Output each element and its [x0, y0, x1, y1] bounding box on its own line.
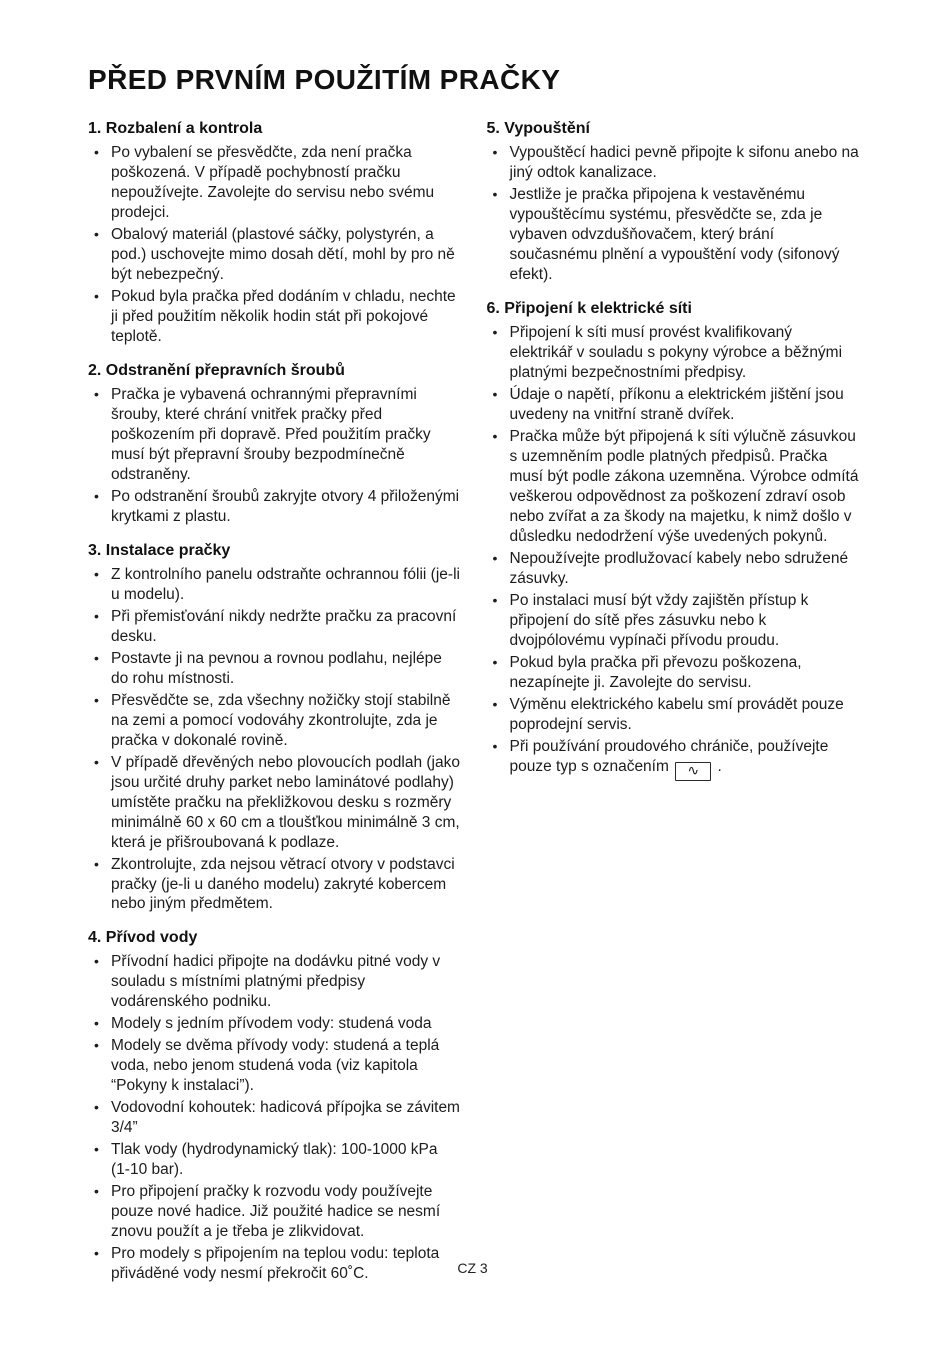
bullet-item: • Postavte ji na pevnou a rovnou podlahu, nejlépe do rohu místnosti.: [88, 649, 461, 689]
rcd-type-symbol-icon: ∿: [675, 762, 711, 781]
bullet-item: • Přesvědčte se, zda všechny nožičky stojí stabilně na zemi a pomocí vodováhy zkontrolujte, zda je pračka v dokonalé rovině.: [88, 691, 461, 751]
bullet-item: • Pro připojení pračky k rozvodu vody používejte pouze nové hadice. Již použité hadice se nesmí znovu použít a je třeba je zlikvidovat.: [88, 1182, 461, 1242]
bullet-item: • Vodovodní kohoutek: hadicová přípojka se závitem 3/4”: [88, 1098, 461, 1138]
bullet-list: [88, 565, 461, 915]
section-heading: 3. Instalace pračky: [88, 541, 231, 559]
bullet-item: • Zkontrolujte, zda nejsou větrací otvory v podstavci pračky (je-li u daného modelu) zakryté kobercem nebo jiným předmětem.: [88, 855, 461, 915]
bullet-item: • Tlak vody (hydrodynamický tlak): 100-1000 kPa (1-10 bar).: [88, 1140, 461, 1180]
bullet-item: • Obalový materiál (plastové sáčky, polystyrén, a pod.) uschovejte mimo dosah dětí, mohl by pro ně být nebezpečný.: [88, 225, 461, 285]
bullet-item: • Pro modely s připojením na teplou vodu: teplota přiváděné vody nesmí překročit 60˚C.: [88, 1244, 461, 1284]
bullet-item: • Modely se dvěma přívody vody: studená a teplá voda, nebo jenom studená voda (viz kapitola “Pokyny k instalaci”).: [88, 1036, 461, 1096]
bullet-item: • Přívodní hadici připojte na dodávku pitné vody v souladu s místními platnými předpisy vodárenského podniku.: [88, 952, 461, 1012]
bullet-item: • Vypouštěcí hadici pevně připojte k sifonu anebo na jiný odtok kanalizace.: [487, 143, 860, 183]
bullet-list: [88, 952, 461, 1284]
bullet-list: [487, 143, 860, 285]
two-column-layout: [88, 120, 859, 1286]
bullet-item: • Při používání proudového chrániče, používejte pouze typ s označením ∿ .: [487, 737, 860, 781]
bullet-item: • Nepoužívejte prodlužovací kabely nebo sdružené zásuvky.: [487, 549, 860, 589]
section-heading: 5. Vypouštění: [486, 120, 590, 137]
bullet-item: • Při přemisťování nikdy nedržte pračku za pracovní desku.: [88, 607, 461, 647]
section-heading: 1. Rozbalení a kontrola: [88, 120, 263, 137]
bullet-text: Při používání proudového chrániče, používejte pouze typ s označením: [509, 737, 829, 775]
bullet-item: • Po vybalení se přesvědčte, zda není pračka poškozená. V případě pochybností pračku nepoužívejte. Zavolejte do servisu nebo svému prodejci.: [88, 143, 461, 223]
bullet-item: • Připojení k síti musí provést kvalifikovaný elektrikář v souladu s pokyny výrobce a běžnými platnými bezpečnostními předpisy.: [487, 323, 860, 383]
bullet-item: • Modely s jedním přívodem vody: studená voda: [88, 1014, 461, 1034]
section-heading: 6. Připojení k elektrické síti: [486, 299, 692, 317]
bullet-item: • Pračka je vybavená ochrannými přepravními šrouby, které chrání vnitřek pračky před poškozením při dopravě. Před použitím pračky musí být přepravní šrouby bezpodmínečně odstraněny.: [88, 385, 461, 485]
section-heading: 4. Přívod vody: [88, 929, 198, 947]
page-footer: CZ 3: [457, 1260, 488, 1276]
column-left: [88, 120, 461, 1286]
bullet-item: • Pokud byla pračka při převozu poškozena, nezapínejte ji. Zavolejte do servisu.: [487, 653, 860, 693]
bullet-item: • Po odstranění šroubů zakryjte otvory 4 přiloženými krytkami z plastu.: [88, 487, 461, 527]
column-right: [487, 120, 860, 783]
bullet-item: • Pokud byla pračka před dodáním v chladu, nechte ji před použitím několik hodin stát při pokojové teplotě.: [88, 287, 461, 347]
bullet-item: • Výměnu elektrického kabelu smí provádět pouze poprodejní servis.: [487, 695, 860, 735]
page-title: PŘED PRVNÍM POUŽITÍM PRAČKY: [88, 64, 561, 95]
bullet-item: • Pračka může být připojená k síti výlučně zásuvkou s uzemněním podle platných předpisů. Pračka musí být podle zákona uzemněna. Výrobce odmítá veškerou odpovědnost za poškození zdraví osob nebo zvířat a za škody na majetku, k nimž došlo v důsledku nedodržení výše uvedených pokynů.: [487, 427, 860, 547]
bullet-list: [88, 143, 461, 347]
section-heading: 2. Odstranění přepravních šroubů: [88, 361, 345, 379]
bullet-list: [487, 323, 860, 781]
bullet-item: • V případě dřevěných nebo plovoucích podlah (jako jsou určité druhy parket nebo laminátové podlahy) umístěte pračku na překližkovou desku s rozměry minimálně 60 x 60 cm a tloušťkou minimálně 3 cm, která je přišroubovaná k podlaze.: [88, 753, 461, 853]
bullet-item: • Údaje o napětí, příkonu a elektrickém jištění jsou uvedeny na vnitřní straně dvířek.: [487, 385, 860, 425]
bullet-item: • Jestliže je pračka připojena k vestavěnému vypouštěcímu systému, přesvědčte se, zda je vybaven odvzdušňovačem, který brání současnému plnění a vypouštění vody (sifonový efekt).: [487, 185, 860, 285]
bullet-item: • Po instalaci musí být vždy zajištěn přístup k připojení do sítě přes zásuvku nebo k dvojpólovému vypínači přívodu proudu.: [487, 591, 860, 651]
bullet-item: • Z kontrolního panelu odstraňte ochrannou fólii (je-li u modelu).: [88, 565, 461, 605]
bullet-list: [88, 385, 461, 527]
